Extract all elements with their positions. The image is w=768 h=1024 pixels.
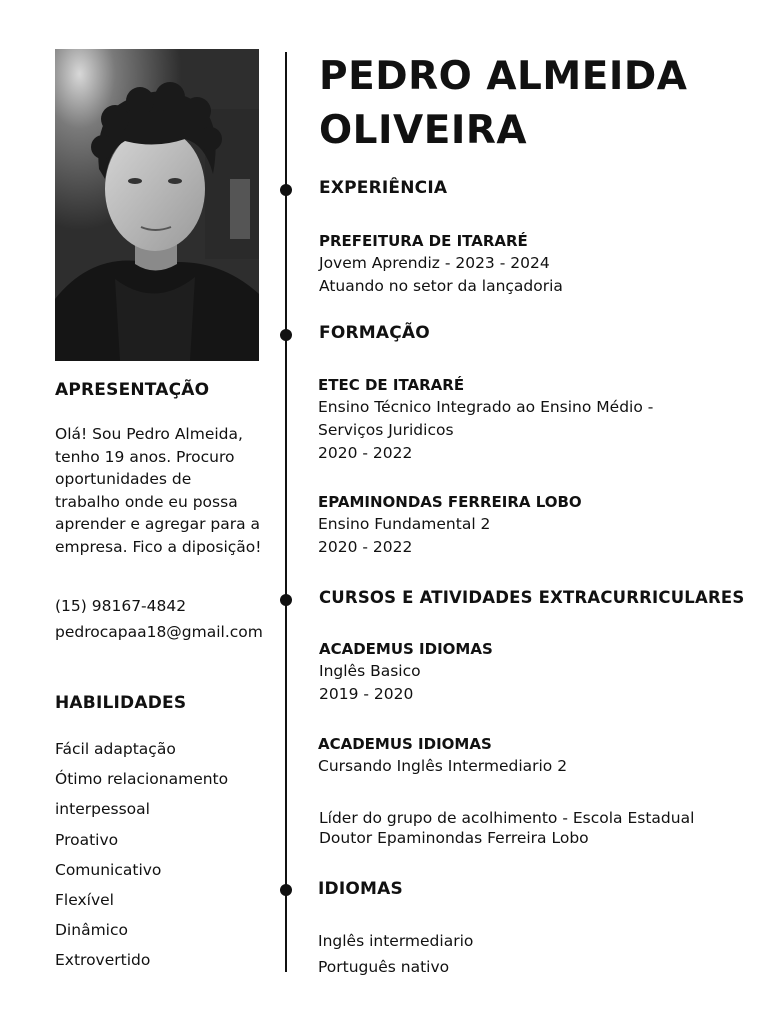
entry-line: 2019 - 2020 xyxy=(319,685,414,703)
skill-item: Extrovertido xyxy=(55,951,151,970)
timeline-dot xyxy=(280,184,292,196)
timeline-dot xyxy=(280,594,292,606)
skill-item: Fácil adaptação xyxy=(55,740,176,758)
entry-org: PREFEITURA DE ITARARÉ xyxy=(319,232,528,250)
skill-item: Flexível xyxy=(55,891,114,910)
skill-item: interpessoal xyxy=(55,800,150,819)
language-item: Inglês intermediario xyxy=(318,932,474,950)
entry-org: ETEC DE ITARARÉ xyxy=(318,376,465,394)
entry-line: 2020 - 2022 xyxy=(318,444,413,462)
phone-number: (15) 98167-4842 xyxy=(55,597,187,615)
entry-line: Ensino Fundamental 2 xyxy=(318,515,491,533)
course-entry xyxy=(318,733,758,778)
entry-line: Jovem Aprendiz - 2023 - 2024 xyxy=(319,254,550,272)
skill-item: Comunicativo xyxy=(55,860,162,879)
formacao-heading: FORMAÇÃO xyxy=(319,323,430,343)
profile-photo xyxy=(55,49,259,361)
cursos-heading: CURSOS E ATIVIDADES EXTRACURRICULARES xyxy=(319,588,745,607)
apresentacao-section xyxy=(55,380,280,400)
email-address[interactable]: pedrocapaa18@gmail.com xyxy=(55,623,263,641)
apresentacao-heading: APRESENTAÇÃO xyxy=(55,380,210,400)
idiomas-heading: IDIOMAS xyxy=(318,879,403,899)
entry-line: Líder do grupo de acolhimento - Escola Estadual xyxy=(319,809,695,827)
apresentacao-text: Olá! Sou Pedro Almeida, tenho 19 anos. Procuro oportunidades de trabalho onde eu possa aprender e agregar para a empresa. Fico a diposição! xyxy=(55,425,262,556)
timeline-dot xyxy=(280,884,292,896)
entry-line: Atuando no setor da lançadoria xyxy=(319,277,563,295)
entry-org: EPAMINONDAS FERREIRA LOBO xyxy=(318,493,582,511)
skill-item: Proativo xyxy=(55,830,119,849)
entry-line: Cursando Inglês Intermediario 2 xyxy=(318,757,568,775)
experiencia-heading: EXPERIÊNCIA xyxy=(319,178,448,198)
name-line-1: PEDRO ALMEIDA xyxy=(319,54,688,99)
idiomas-section xyxy=(318,879,758,899)
entry-org: ACADEMUS IDIOMAS xyxy=(318,735,492,753)
formacao-section xyxy=(319,323,759,343)
person-name xyxy=(319,50,687,158)
entry-line: Doutor Epaminondas Ferreira Lobo xyxy=(319,829,589,847)
entry-line: Ensino Técnico Integrado ao Ensino Médio - xyxy=(318,398,654,416)
name-line-2: OLIVEIRA xyxy=(319,108,528,153)
habilidades-section xyxy=(55,693,280,713)
language-item: Português nativo xyxy=(318,958,450,976)
habilidades-heading: HABILIDADES xyxy=(55,693,187,713)
skills-list xyxy=(55,734,280,976)
languages-list xyxy=(318,928,758,980)
skill-item: Ótimo relacionamento xyxy=(55,770,229,789)
activity-entry xyxy=(319,808,759,848)
timeline-dot xyxy=(280,329,292,341)
education-entry xyxy=(318,374,758,465)
experiencia-section xyxy=(319,178,759,198)
cursos-section xyxy=(319,588,759,607)
education-entry xyxy=(318,491,758,559)
entry-line: 2020 - 2022 xyxy=(318,538,413,556)
entry-org: ACADEMUS IDIOMAS xyxy=(319,640,493,658)
entry-line: Serviços Juridicos xyxy=(318,421,454,439)
contact-block xyxy=(55,593,280,645)
skill-item: Dinâmico xyxy=(55,921,128,940)
entry-line: Inglês Basico xyxy=(319,662,421,680)
experience-entry xyxy=(319,230,759,298)
course-entry xyxy=(319,638,759,706)
